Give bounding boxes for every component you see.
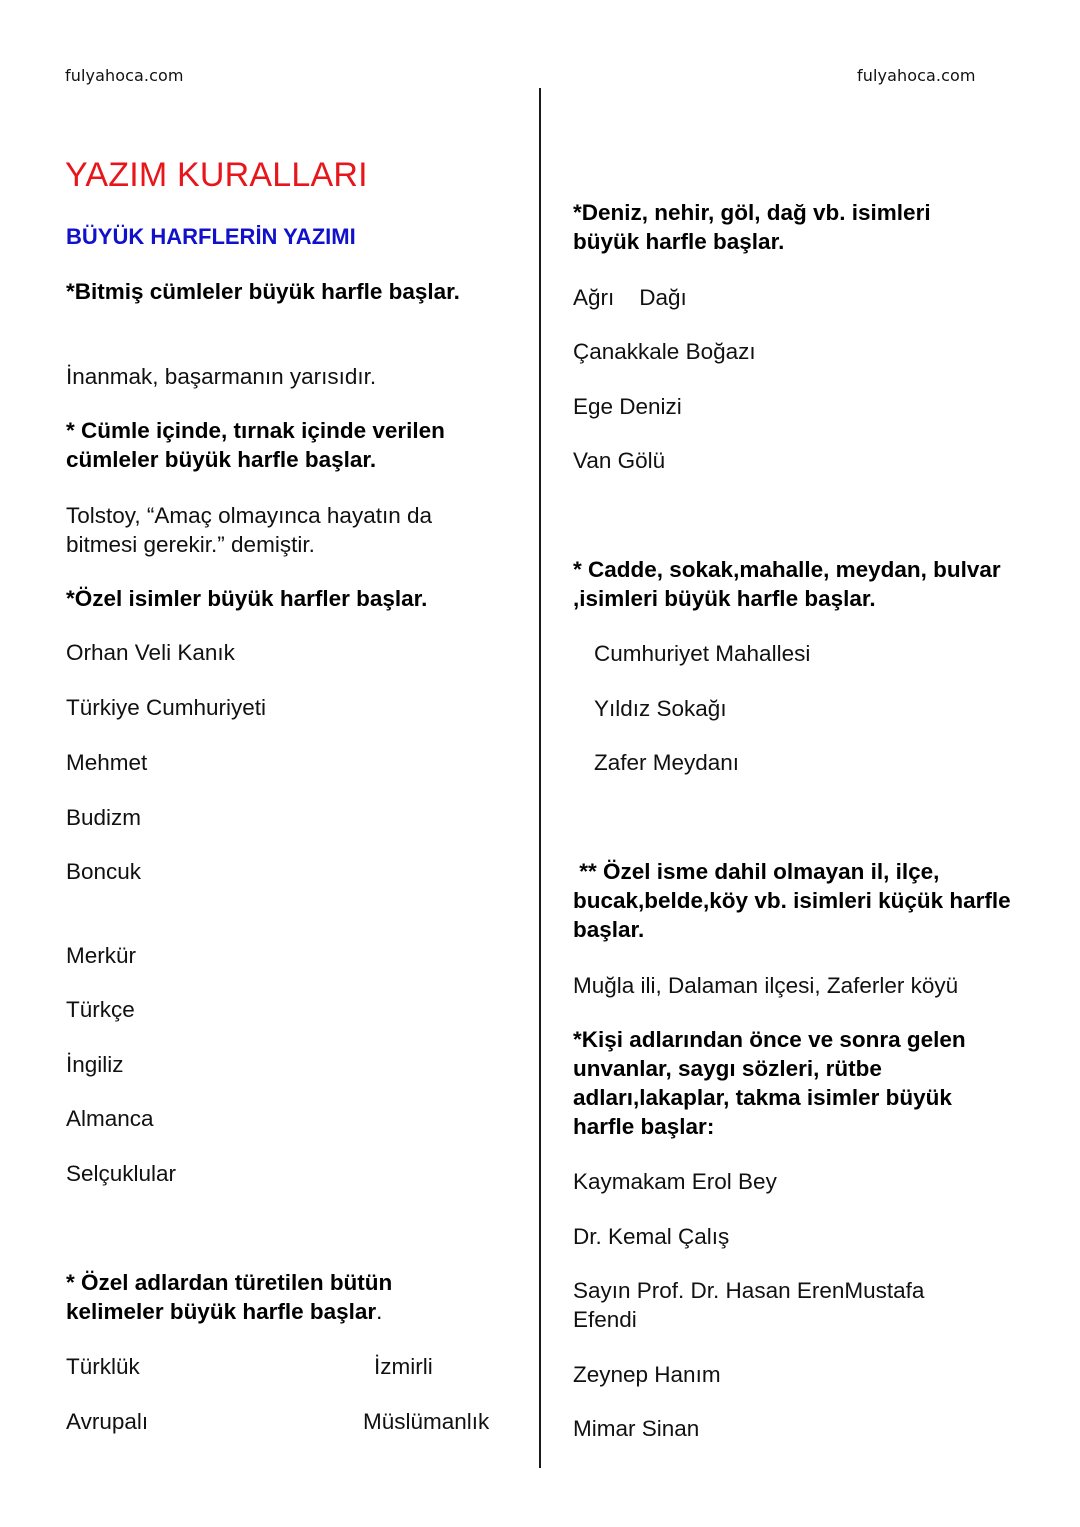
example-text: Türklük (66, 1354, 140, 1379)
example-text: Ege Denizi (573, 394, 682, 419)
rule-street-names: * Cadde, sokak,mahalle, meydan, bulvar ,isimleri büyük harfle başlar. (573, 557, 1001, 611)
site-name-left: fulyahoca.com (65, 66, 184, 85)
example-text: Ağrı Dağı (573, 285, 687, 310)
example-text: Türkiye Cumhuriyeti (66, 695, 267, 720)
example-text: Dr. Kemal Çalış (573, 1224, 730, 1249)
example-text: Selçuklular (66, 1161, 177, 1186)
example-text: Zeynep Hanım (573, 1362, 721, 1387)
rule-period: . (376, 1299, 383, 1324)
example-text: Yıldız Sokağı (594, 696, 727, 721)
rule-titles-and-nicknames: *Kişi adlarından önce ve sonra gelen unvanlar, saygı sözleri, rütbe adları,lakaplar, takma isimler büyük harfle başlar: (573, 1027, 966, 1139)
rule-finished-sentences: *Bitmiş cümleler büyük harfle başlar. (66, 279, 460, 304)
rule-geographic-names: *Deniz, nehir, göl, dağ vb. isimleri büyük harfle başlar. (573, 200, 931, 254)
section-subtitle: BÜYÜK HARFLERİN YAZIMI (66, 224, 356, 249)
rule-proper-nouns: *Özel isimler büyük harfler başlar. (66, 586, 428, 611)
example-text: Avrupalı (66, 1409, 149, 1434)
rule-quoted-sentences: * Cümle içinde, tırnak içinde verilen cümleler büyük harfle başlar. (66, 418, 445, 472)
example-text: Türkçe (66, 997, 135, 1022)
example-text: Mimar Sinan (573, 1416, 700, 1441)
example-text: Tolstoy, “Amaç olmayınca hayatın da bitmesi gerekir.” demiştir. (66, 503, 432, 557)
rule-administrative-units: ** Özel isme dahil olmayan il, ilçe, bucak,belde,köy vb. isimleri küçük harfle başlar. (573, 859, 1017, 942)
example-text: Cumhuriyet Mahallesi (594, 641, 811, 666)
example-text: Van Gölü (573, 448, 666, 473)
example-text: Çanakkale Boğazı (573, 339, 756, 364)
rule-text: * Özel adlardan türetilen bütün kelimeler büyük harfle başlar (66, 1270, 393, 1324)
example-text: Merkür (66, 943, 137, 968)
example-text: Müslümanlık (363, 1409, 490, 1434)
example-text: Orhan Veli Kanık (66, 640, 235, 665)
example-text: Sayın Prof. Dr. Hasan ErenMustafa Efendi (573, 1278, 925, 1332)
example-text: İnanmak, başarmanın yarısıdır. (66, 364, 377, 389)
example-text: Boncuk (66, 859, 142, 884)
page-title: YAZIM KURALLARI (65, 156, 368, 194)
example-text: İzmirli (374, 1354, 433, 1379)
example-text: Almanca (66, 1106, 154, 1131)
site-name-right: fulyahoca.com (857, 66, 976, 85)
example-text: Muğla ili, Dalaman ilçesi, Zaferler köyü (573, 973, 959, 998)
column-divider (539, 88, 541, 1468)
rule-derived-words (66, 1268, 466, 1326)
example-text: Zafer Meydanı (594, 750, 740, 775)
example-text: Budizm (66, 805, 142, 830)
example-text: İngiliz (66, 1052, 124, 1077)
example-text: Kaymakam Erol Bey (573, 1169, 777, 1194)
example-text: Mehmet (66, 750, 148, 775)
